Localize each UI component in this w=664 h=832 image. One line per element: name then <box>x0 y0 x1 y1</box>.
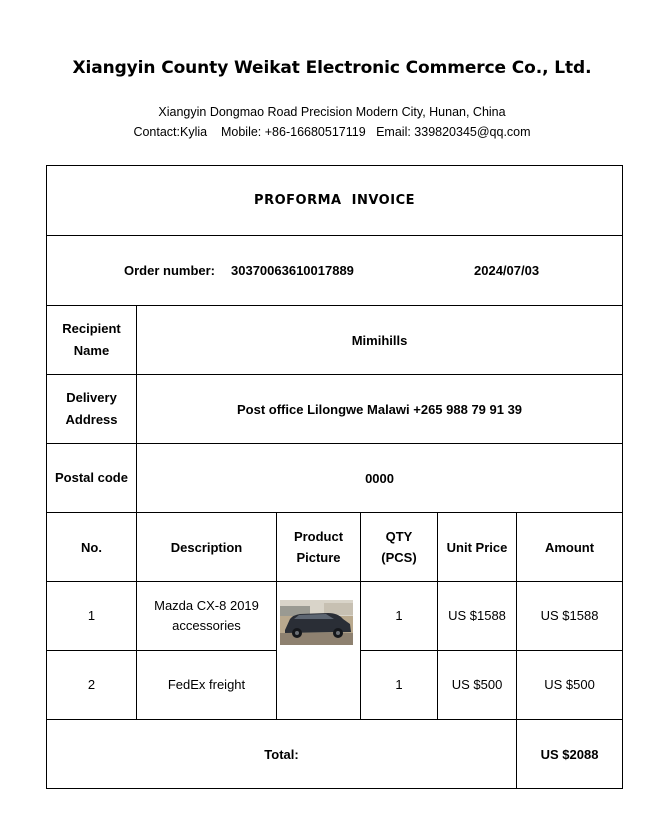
header-qty <box>361 513 438 582</box>
total-amount: US $2088 <box>517 720 623 789</box>
order-date: 2024/07/03 <box>474 263 540 278</box>
recipient-name: Mimihills <box>137 306 623 375</box>
header-description: Description <box>137 513 277 582</box>
header-qty-line2: (PCS) <box>381 550 417 565</box>
item-description <box>137 582 277 651</box>
company-contact: Contact:Kylia Mobile: +86-16680517119 Email: 339820345@qq.com <box>133 125 531 139</box>
item-description-line2: accessories <box>172 618 241 633</box>
item-qty: 1 <box>361 582 438 651</box>
item-qty: 1 <box>361 651 438 720</box>
header-picture-line2: Picture <box>296 550 341 565</box>
item-amount: US $500 <box>517 651 623 720</box>
total-label: Total: <box>47 720 517 789</box>
header-picture-line1: Product <box>293 529 344 544</box>
invoice-title: PROFORMA INVOICE <box>47 166 623 236</box>
item-amount: US $1588 <box>517 582 623 651</box>
recipient-label <box>47 306 137 375</box>
postal-code: 0000 <box>137 444 623 513</box>
header-unit-price: Unit Price <box>438 513 517 582</box>
item-no: 2 <box>47 651 137 720</box>
order-number-label: Order number: <box>124 263 216 278</box>
product-picture-cell <box>277 582 361 720</box>
delivery-address: Post office Lilongwe Malawi +265 988 79 91 39 <box>137 375 623 444</box>
header-picture <box>277 513 361 582</box>
table-row <box>47 582 623 651</box>
item-unit-price: US $1588 <box>438 582 517 651</box>
car-photo <box>280 600 353 645</box>
header-no: No. <box>47 513 137 582</box>
delivery-label <box>47 375 137 444</box>
header-amount: Amount <box>517 513 623 582</box>
order-info <box>47 236 623 306</box>
item-no: 1 <box>47 582 137 651</box>
order-number: 30370063610017889 <box>231 263 354 278</box>
postal-code-label: Postal code <box>47 444 137 513</box>
delivery-label-line2: Address <box>65 412 118 427</box>
header-qty-line1: QTY <box>385 529 413 544</box>
item-description-line1: Mazda CX-8 2019 <box>154 598 259 613</box>
item-description: FedEx freight <box>137 651 277 720</box>
company-name: Xiangyin County Weikat Electronic Commerce Co., Ltd. <box>72 58 592 78</box>
recipient-label-line2: Name <box>73 343 110 358</box>
invoice-table <box>46 165 623 789</box>
item-unit-price: US $500 <box>438 651 517 720</box>
delivery-label-line1: Delivery <box>66 390 117 405</box>
recipient-label-line1: Recipient <box>62 321 121 336</box>
company-address: Xiangyin Dongmao Road Precision Modern City, Hunan, China <box>158 105 506 119</box>
